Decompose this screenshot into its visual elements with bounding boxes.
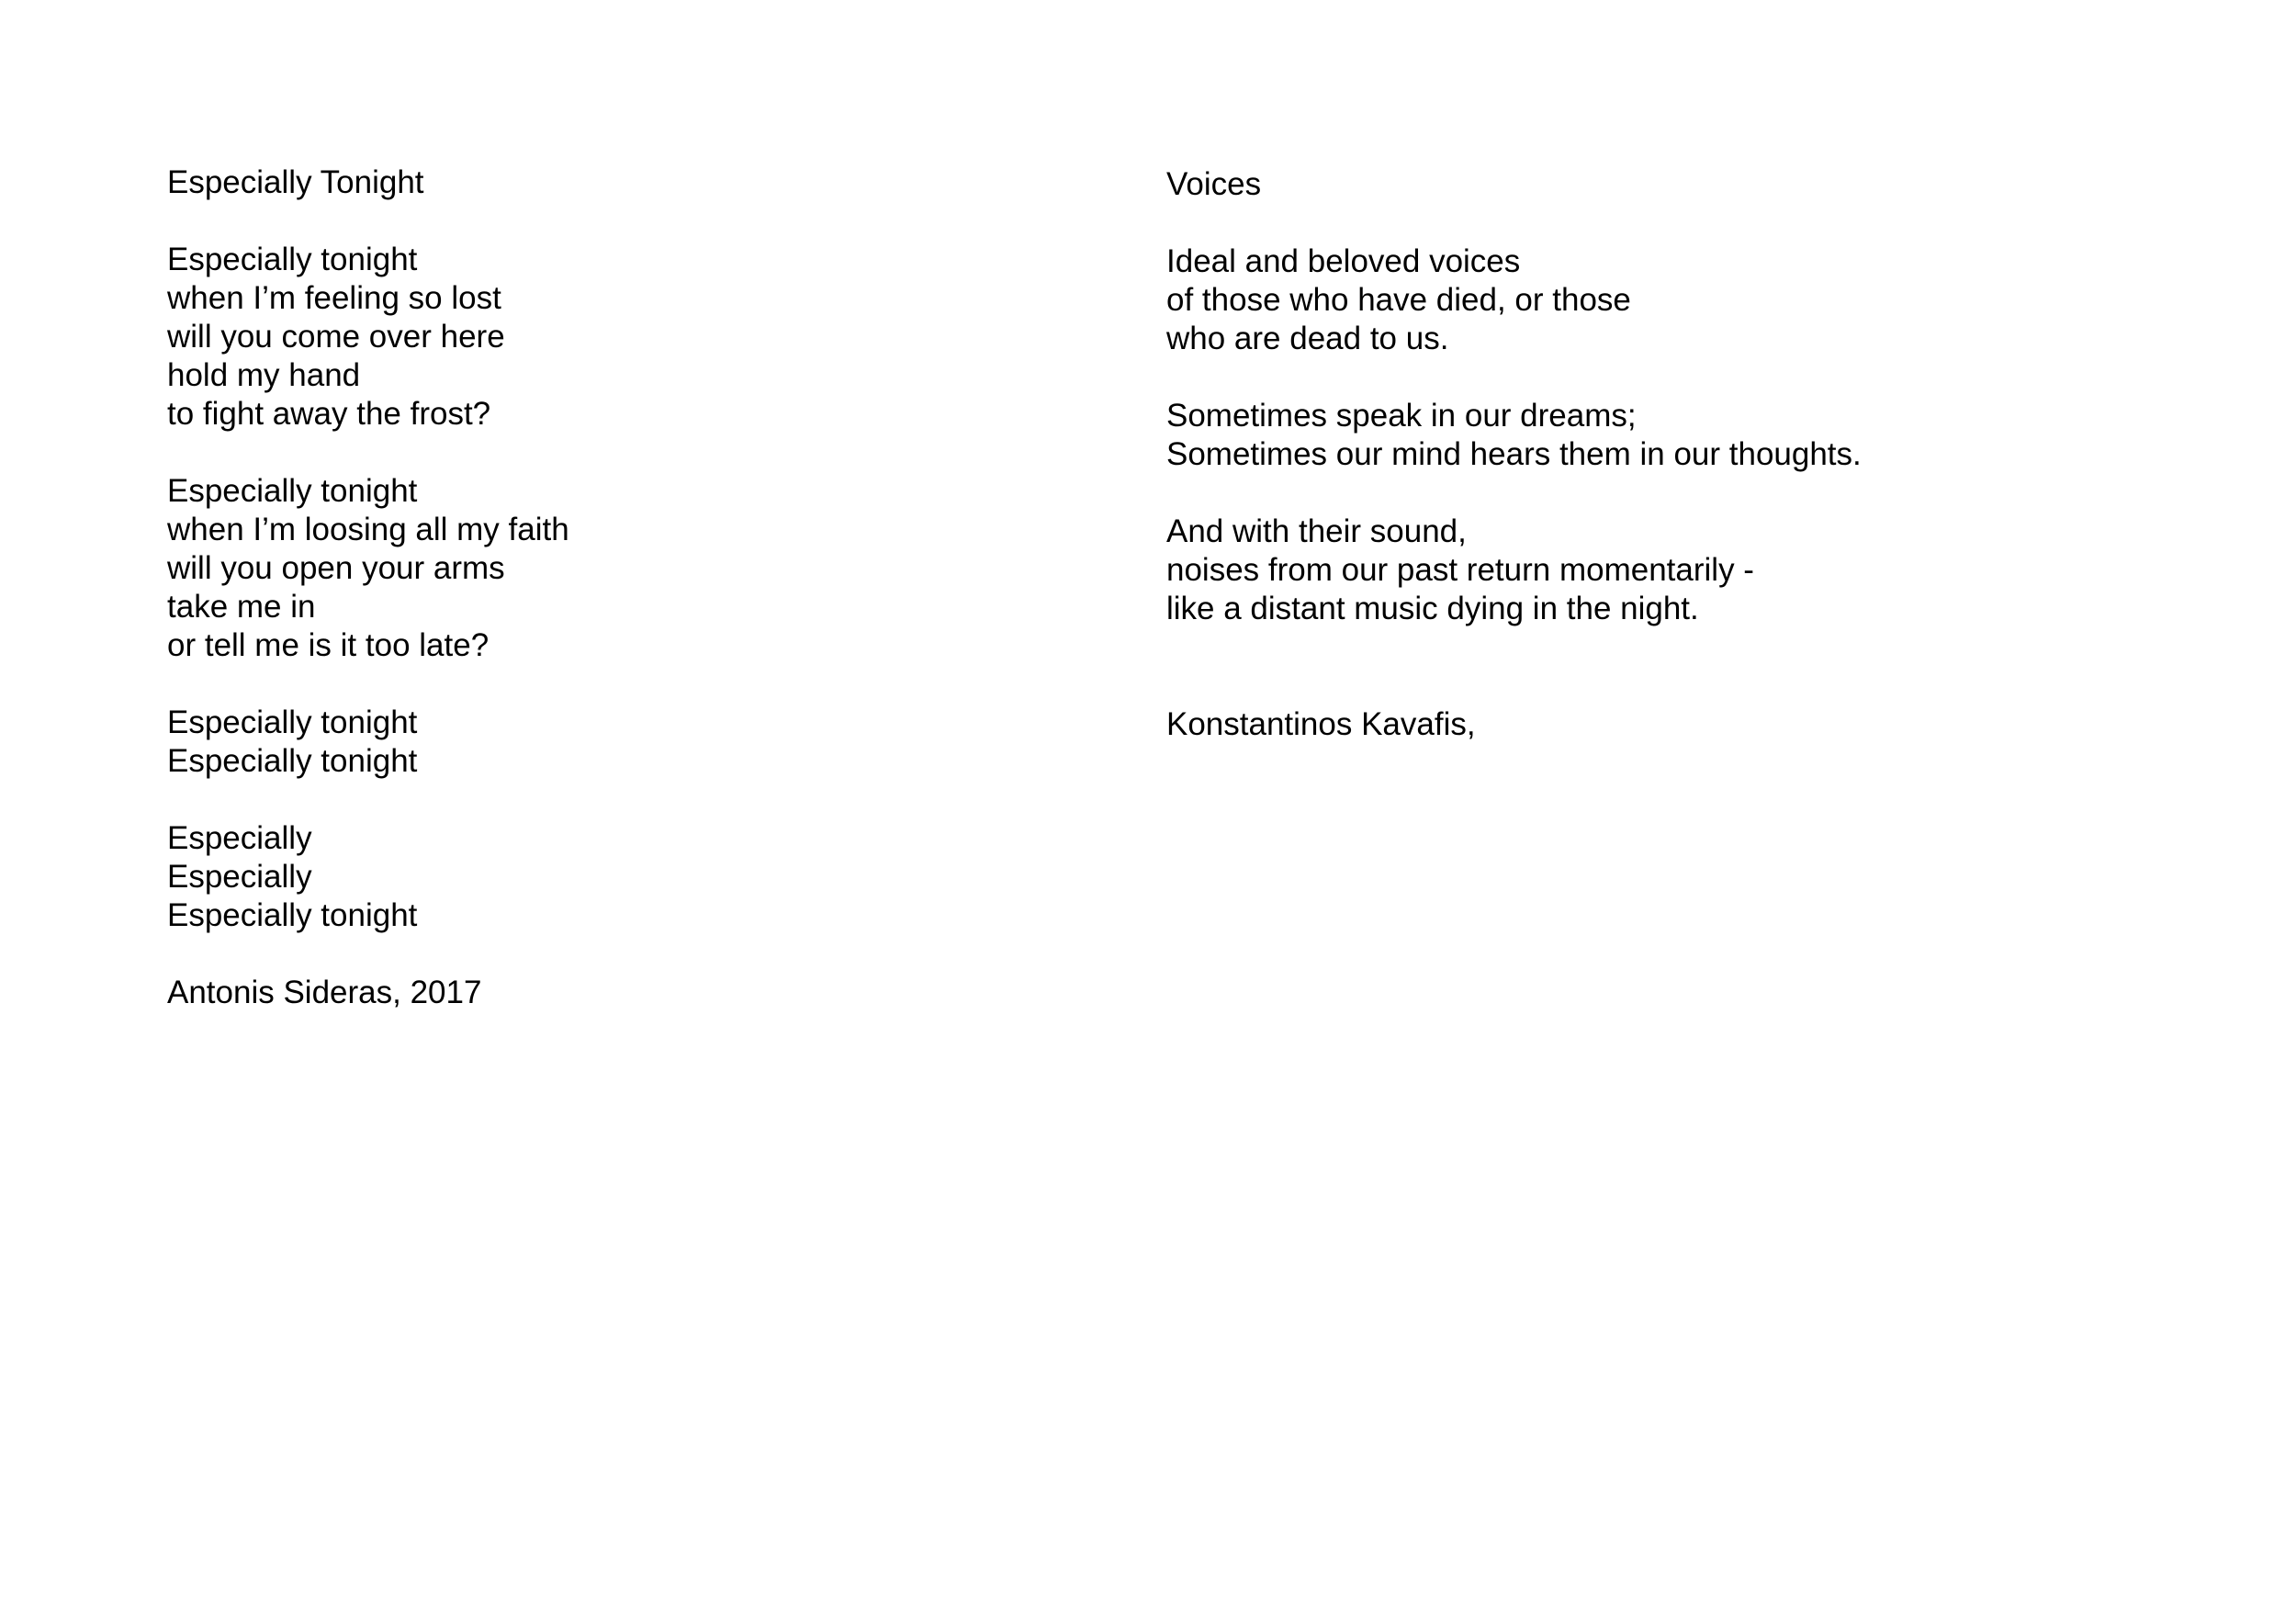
poem-line: like a distant music dying in the night. — [1166, 591, 1699, 626]
poem-line: And with their sound, — [1166, 513, 1467, 549]
poem-line: who are dead to us. — [1166, 321, 1449, 356]
poem-line: Especially — [167, 820, 312, 856]
poem-line: Especially tonight — [167, 743, 418, 779]
poem-line: Sometimes speak in our dreams; — [1166, 398, 1637, 434]
poem-line: Especially tonight — [167, 897, 418, 933]
poem-line: Especially — [167, 859, 312, 895]
poem-title: Voices — [1166, 166, 1262, 202]
poem-signature: Konstantinos Kavafis, — [1166, 706, 1476, 742]
poem-line: Especially tonight — [167, 704, 418, 740]
poem-line: Especially tonight — [167, 473, 418, 509]
poem-signature: Antonis Sideras, 2017 — [167, 975, 482, 1010]
right-poem — [1166, 165, 2223, 744]
poem-line: will you open your arms — [167, 550, 505, 586]
poem-line: Ideal and beloved voices — [1166, 243, 1521, 279]
poem-line: when I’m loosing all my faith — [167, 512, 569, 547]
poem-title: Especially Tonight — [167, 164, 424, 200]
poem-line: Especially tonight — [167, 242, 418, 277]
poem-line: take me in — [167, 589, 316, 625]
poem-line: when I’m feeling so lost — [167, 280, 501, 316]
poem-line: to fight away the frost? — [167, 396, 491, 432]
left-poem — [167, 163, 1086, 1012]
poem-line: noises from our past return momentarily - — [1166, 552, 1754, 588]
poem-line: of those who have died, or those — [1166, 282, 1631, 318]
poem-line: or tell me is it too late? — [167, 627, 490, 663]
poem-line: hold my hand — [167, 357, 361, 393]
poem-line: will you come over here — [167, 319, 505, 355]
poem-line: Sometimes our mind hears them in our thoughts. — [1166, 436, 1862, 472]
